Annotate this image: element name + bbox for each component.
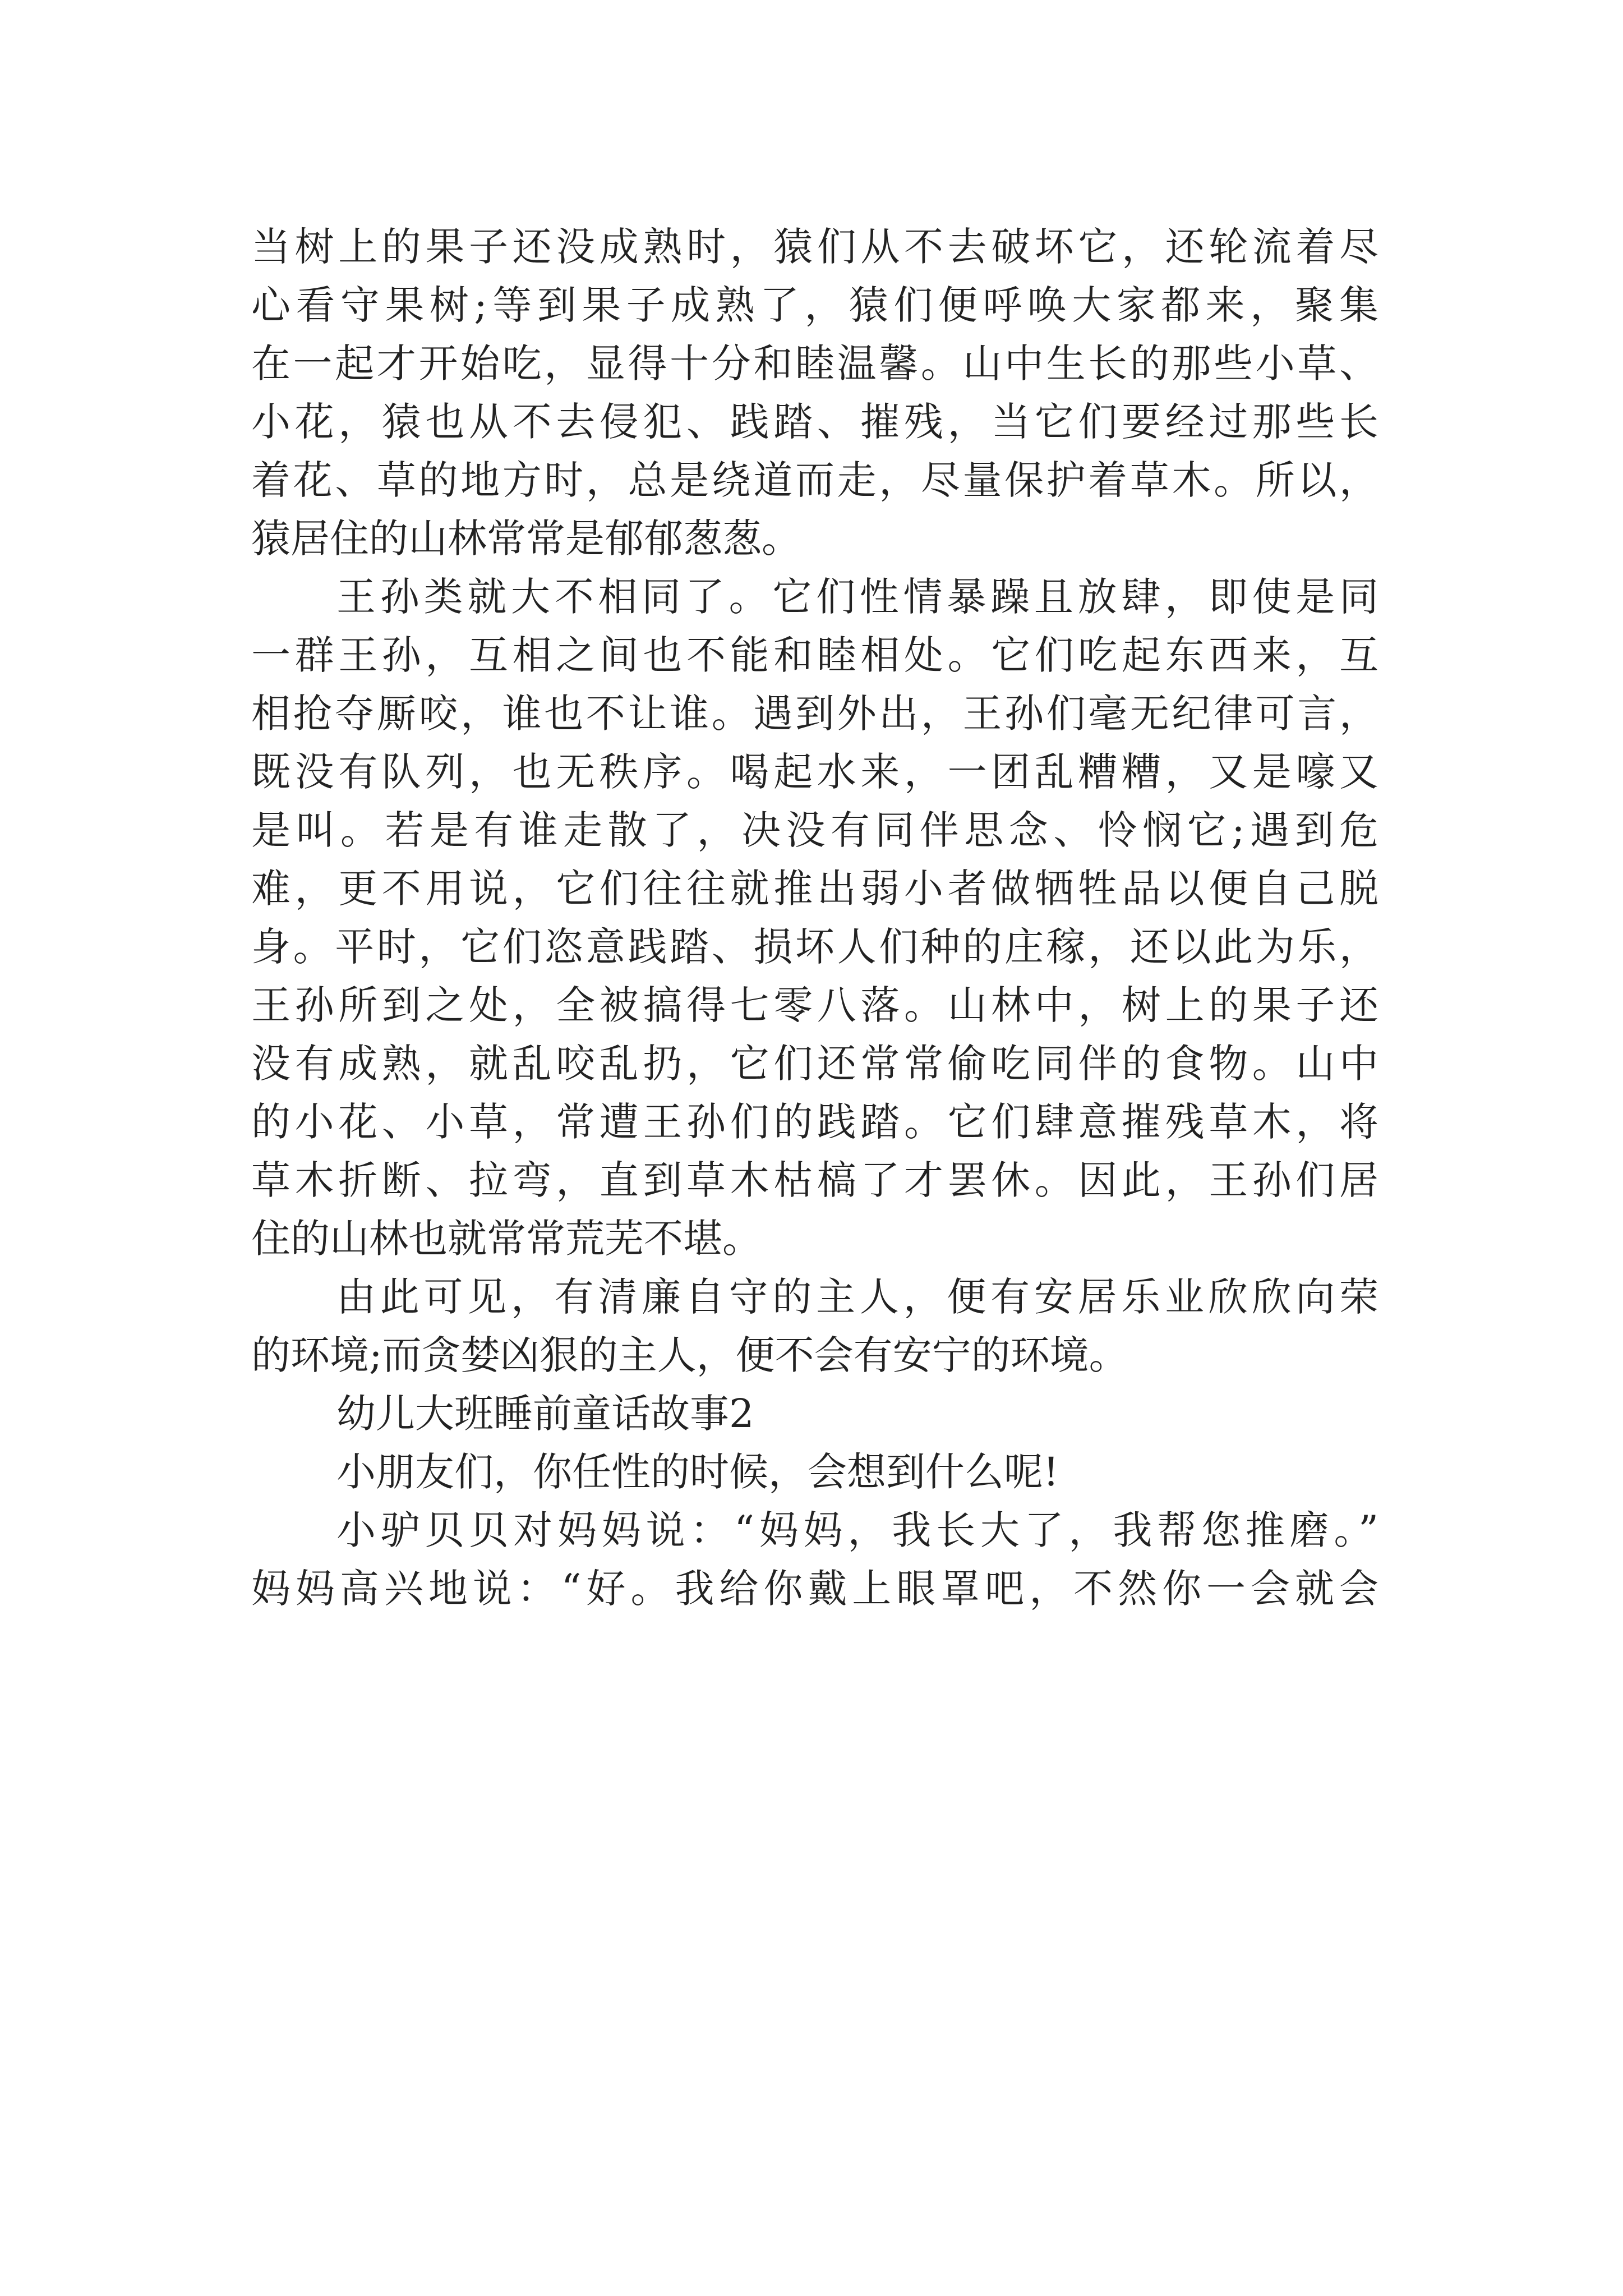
paragraph-line: 当树上的果子还没成熟时，猿们从不去破坏它，还轮流着尽 — [251, 224, 1378, 270]
paragraph-line: 的环境;而贪婪凶狠的主人，便不会有安宁的环境。 — [251, 1332, 1128, 1378]
paragraph-line: 没有成熟，就乱咬乱扔，它们还常常偷吃同伴的食物。山中 — [251, 1041, 1378, 1087]
paragraph-line: 着花、草的地方时，总是绕道而走，尽量保护着草木。所以， — [251, 457, 1378, 503]
paragraph-line: 是叫。若是有谁走散了，决没有同伴思念、怜悯它;遇到危 — [251, 807, 1378, 853]
paragraph-line: 由此可见，有清廉自守的主人，便有安居乐业欣欣向荣 — [336, 1274, 1378, 1320]
paragraph-line: 的小花、小草，常遭王孙们的践踏。它们肆意摧残草木，将 — [251, 1099, 1378, 1145]
paragraph-line: 小花，猿也从不去侵犯、践踏、摧残，当它们要经过那些长 — [251, 399, 1378, 445]
paragraph-line: 王孙类就大不相同了。它们性情暴躁且放肆，即使是同 — [336, 574, 1378, 620]
document-body — [251, 218, 1378, 1618]
paragraph-line: 小朋友们，你任性的时候，会想到什么呢! — [336, 1449, 1059, 1495]
paragraph-line: 难，更不用说，它们往往就推出弱小者做牺牲品以便自己脱 — [251, 866, 1378, 912]
paragraph-line: 猿居住的山林常常是郁郁葱葱。 — [251, 516, 801, 562]
paragraph-line: 草木折断、拉弯，直到草木枯槁了才罢休。因此，王孙们居 — [251, 1157, 1378, 1203]
paragraph-line: 相抢夺厮咬，谁也不让谁。遇到外出，王孙们毫无纪律可言， — [251, 691, 1378, 737]
paragraph-line: 王孙所到之处，全被搞得七零八落。山林中，树上的果子还 — [251, 982, 1378, 1028]
paragraph-line: 一群王孙，互相之间也不能和睦相处。它们吃起东西来，互 — [251, 632, 1378, 678]
paragraph-line: 在一起才开始吃，显得十分和睦温馨。山中生长的那些小草、 — [251, 341, 1378, 386]
section-title: 幼儿大班睡前童话故事2 — [336, 1391, 754, 1437]
paragraph-line: 身。平时，它们恣意践踏、损坏人们种的庄稼，还以此为乐， — [251, 924, 1378, 970]
paragraph-line: 既没有队列，也无秩序。喝起水来，一团乱糟糟，又是嚎又 — [251, 749, 1378, 795]
paragraph-line: 心看守果树;等到果子成熟了，猿们便呼唤大家都来，聚集 — [251, 282, 1378, 328]
paragraph-line: 妈妈高兴地说：“好。我给你戴上眼罩吧，不然你一会就会 — [251, 1566, 1378, 1612]
paragraph-line: 住的山林也就常常荒芜不堪。 — [251, 1216, 762, 1262]
paragraph-line: 小驴贝贝对妈妈说：“妈妈，我长大了，我帮您推磨。” — [336, 1507, 1378, 1553]
